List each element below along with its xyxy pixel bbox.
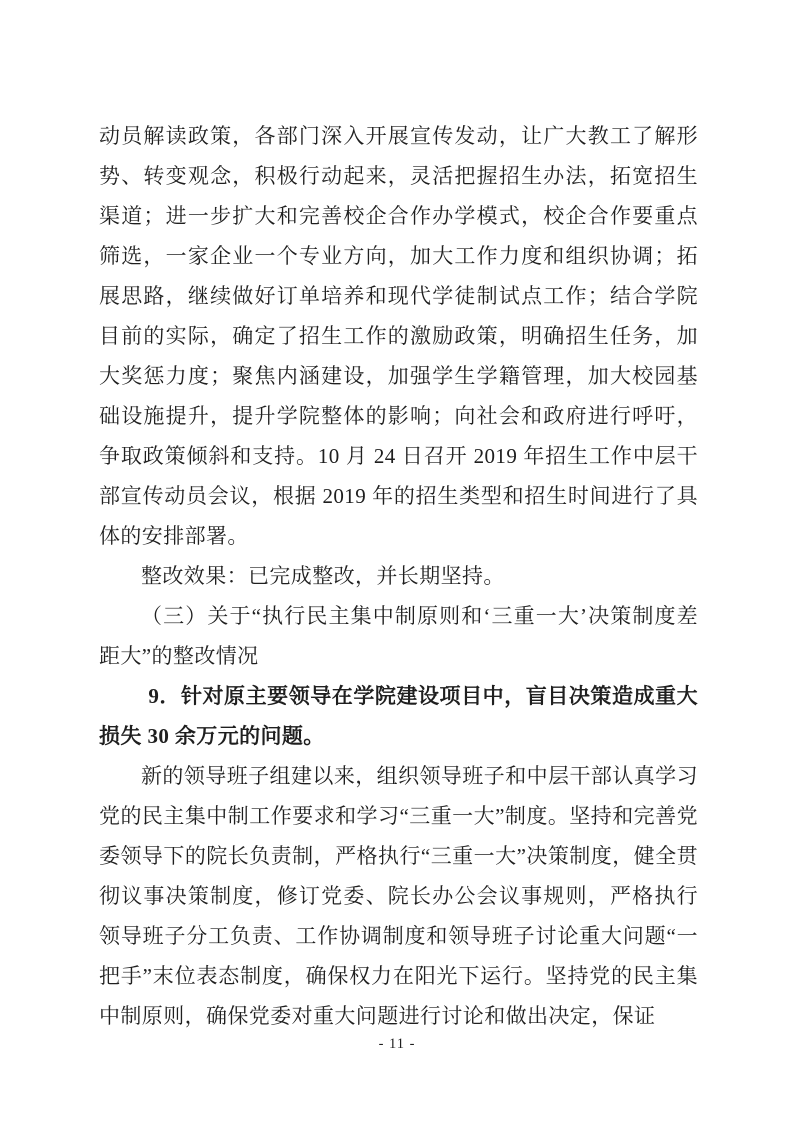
section-heading-three: （三）关于“执行民主集中制原则和‘三重一大’决策制度差距大”的整改情况 bbox=[99, 604, 698, 668]
page-body-text bbox=[99, 116, 698, 1036]
paragraph-new-leadership-team: 新的领导班子组建以来，组织领导班子和中层干部认真学习党的民主集中制工作要求和学习“三重一大”制度。坚持和完善党委领导下的院长负责制，严格执行“三重一大”决策制度，健全贯彻议事决策制度，修订党委、院长办公会议事规则，严格执行领导班子分工负责、工作协调制度和领导班子讨论重大问题“一把手”末位表态制度，确保权力在阳光下运行。坚持党的民主集中制原则，确保党委对重大问题进行讨论和做出决定，保证 bbox=[99, 764, 698, 1028]
page-footer bbox=[0, 1034, 794, 1054]
page-number: - 11 - bbox=[378, 1036, 416, 1052]
item-9-heading: 9．针对原主要领导在学院建设项目中，盲目决策造成重大损失 30 余万元的问题。 bbox=[99, 684, 698, 748]
paragraph-rectification-effect: 整改效果：已完成整改，并长期坚持。 bbox=[141, 564, 505, 588]
paragraph-enrollment-measures: 动员解读政策，各部门深入开展宣传发动，让广大教工了解形势、转变观念，积极行动起来，灵活把握招生办法，拓宽招生渠道；进一步扩大和完善校企合作办学模式，校企合作要重点筛选，一家企业一个专业方向，加大工作力度和组织协调；拓展思路，继续做好订单培养和现代学徒制试点工作；结合学院目前的实际，确定了招生工作的激励政策，明确招生任务，加大奖惩力度；聚焦内涵建设，加强学生学籍管理，加大校园基础设施提升，提升学院整体的影响；向社会和政府进行呼吁，争取政策倾斜和支持。10 月 24 日召开 2019 年招生工作中层干部宣传动员会议，根据 2019 年的招生类型和招生时间进行了具体的安排部署。 bbox=[99, 124, 698, 548]
